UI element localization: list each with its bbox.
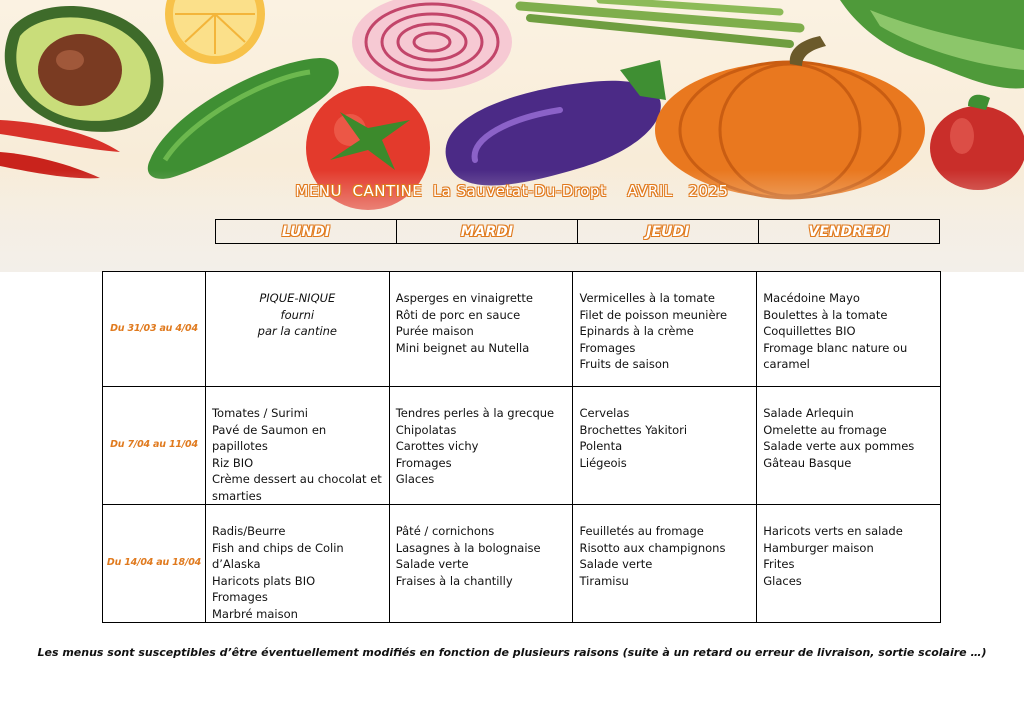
footnote: Les menus sont susceptibles d’être éventuellement modifiés en fonction de plusieurs raisons (suite à un retard ou erreur de livraison, sortie scolaire …): [37, 646, 987, 659]
menu-item: Asperges en vinaigrette: [395, 291, 533, 305]
menu-item: Fruits de saison: [579, 357, 670, 371]
menu-item: Coquillettes BIO: [763, 324, 856, 338]
menu-cell-jeudi: [573, 272, 757, 387]
asparagus-icon: [520, 0, 800, 44]
menu-cell-lundi: [205, 272, 389, 387]
menu-cell-jeudi: [573, 387, 757, 505]
menu-item: Feuilletés au fromage: [579, 524, 704, 538]
menu-item: Haricots plats BIO: [211, 573, 316, 588]
menu-item: Marbré maison: [211, 606, 298, 621]
avocado-icon: [5, 6, 164, 132]
menu-item: par la cantine: [257, 324, 338, 338]
day-header-vendredi: VENDREDI: [758, 220, 939, 244]
table-row: [103, 387, 941, 505]
menu-item: PIQUE-NIQUE: [259, 291, 336, 305]
menu-item: Mini beignet au Nutella: [395, 340, 530, 355]
menu-item: Polenta: [579, 439, 623, 453]
week-label: Du 7/04 au 11/04: [103, 387, 206, 505]
menu-item: Fromage blanc nature ou caramel: [763, 340, 908, 371]
menu-item: Hamburger maison: [763, 540, 874, 555]
menu-item: Fraises à la chantilly: [395, 573, 513, 588]
day-header-mardi: MARDI: [396, 220, 577, 244]
day-header-row: [215, 219, 940, 244]
table-row: [103, 505, 941, 623]
menu-item: Chipolatas: [395, 422, 457, 437]
menu-item: Frites: [763, 557, 795, 571]
menu-item: Epinards à la crème: [579, 324, 694, 338]
vegetable-banner: [0, 0, 1024, 272]
menu-item: Salade Arlequin: [763, 406, 854, 420]
menu-item: Macédoine Mayo: [763, 291, 860, 305]
menu-cell-mardi: [389, 387, 573, 505]
menu-item: Crème dessert au chocolat et smarties: [211, 472, 382, 503]
menu-item: Filet de poisson meunière: [579, 307, 728, 322]
menu-item: fourni: [280, 307, 315, 322]
menu-item: Omelette au fromage: [763, 422, 887, 437]
menu-title: MENU CANTINE La Sauvetat-Du-Dropt AVRIL 2025: [295, 182, 729, 200]
menu-item: Tendres perles à la grecque: [395, 406, 555, 420]
menu-item: Salade verte: [395, 557, 469, 571]
week-label: Du 14/04 au 18/04: [103, 505, 206, 623]
menu-cell-lundi: [205, 387, 389, 505]
menu-item: Gâteau Basque: [763, 455, 852, 470]
menu-item: Tomates / Surimi: [211, 406, 308, 420]
menu-item: Boulettes à la tomate: [763, 307, 888, 322]
menu-item: Fromages: [211, 590, 268, 604]
menu-item: Pavé de Saumon en papillotes: [211, 422, 327, 453]
menu-item: Salade verte: [579, 557, 653, 571]
menu-cell-mardi: [389, 272, 573, 387]
menu-item: Vermicelles à la tomate: [579, 291, 715, 305]
menu-cell-vendredi: [757, 387, 941, 505]
menu-cell-jeudi: [573, 505, 757, 623]
menu-item: Pâté / cornichons: [395, 524, 495, 538]
day-header-lundi: LUNDI: [216, 220, 397, 244]
menu-item: Tiramisu: [579, 573, 629, 588]
menu-item: Brochettes Yakitori: [579, 422, 688, 437]
menu-item: Rôti de porc en sauce: [395, 307, 521, 322]
menu-item: Fish and chips de Colin d’Alaska: [211, 540, 344, 571]
menu-item: Cervelas: [579, 406, 630, 420]
day-header-jeudi: JEUDI: [577, 220, 758, 244]
menu-table: [102, 271, 941, 623]
menu-item: Carottes vichy: [395, 439, 479, 453]
menu-cell-lundi: [205, 505, 389, 623]
table-row: [103, 272, 941, 387]
menu-item: Haricots verts en salade: [763, 524, 903, 538]
menu-item: Riz BIO: [211, 455, 254, 470]
menu-item: Lasagnes à la bolognaise: [395, 540, 541, 555]
menu-cell-vendredi: [757, 505, 941, 623]
menu-item: Purée maison: [395, 324, 474, 338]
menu-item: Glaces: [763, 573, 802, 588]
menu-item: Radis/Beurre: [211, 524, 286, 538]
onion-slice-icon: [352, 0, 512, 90]
menu-cell-vendredi: [757, 272, 941, 387]
menu-item: Fromages: [579, 340, 636, 355]
menu-item: Fromages: [395, 455, 452, 470]
menu-item: Liégeois: [579, 455, 627, 470]
menu-item: Glaces: [395, 472, 435, 486]
menu-cell-mardi: [389, 505, 573, 623]
menu-item: Risotto aux champignons: [579, 540, 726, 555]
orange-slice-icon: [165, 0, 265, 64]
week-label: Du 31/03 au 4/04: [103, 272, 206, 387]
menu-item: Salade verte aux pommes: [763, 439, 915, 453]
